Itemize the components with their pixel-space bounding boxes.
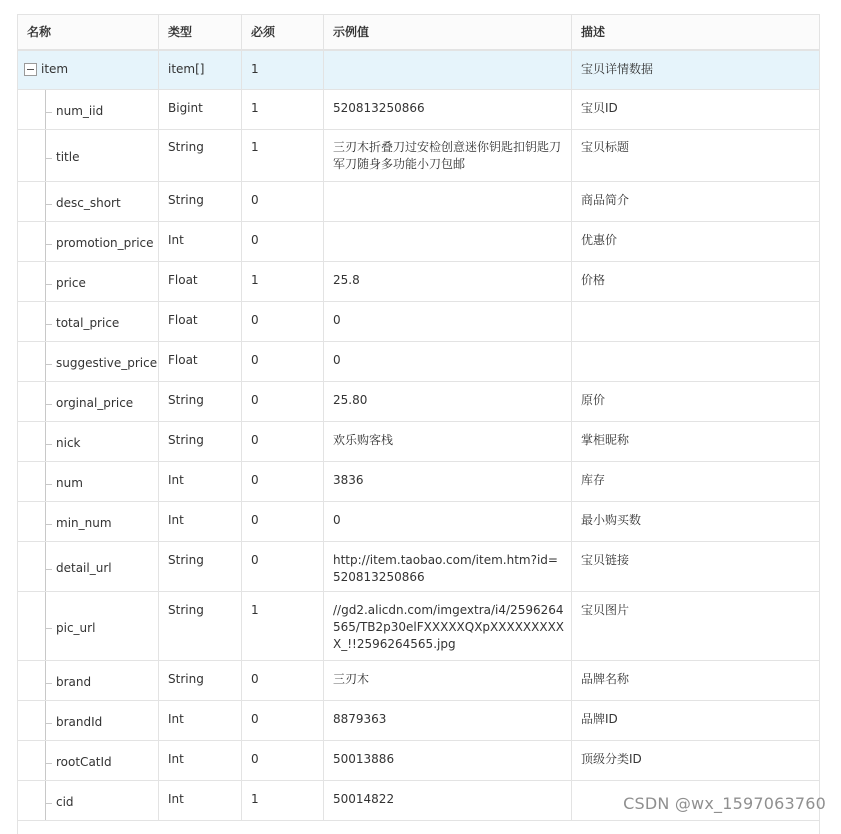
header-required: 必须: [242, 15, 324, 50]
cell-name: [18, 701, 159, 741]
cell-desc: 最小购买数: [572, 502, 821, 542]
cell-name: [18, 90, 159, 130]
cell-example: 三刃木: [324, 661, 572, 701]
table-row: [18, 130, 821, 182]
row-name-text: brand: [56, 675, 92, 689]
cell-desc: 顶级分类ID: [572, 741, 821, 781]
cell-name: [18, 302, 159, 342]
row-name-text: min_num: [56, 516, 112, 530]
cell-desc: [572, 342, 821, 382]
cell-required: 0: [242, 182, 324, 222]
cell-desc: [572, 302, 821, 342]
cell-type: Int: [159, 781, 242, 821]
row-name-text: price: [56, 276, 86, 290]
cell-desc: 价格: [572, 262, 821, 302]
header-name: 名称: [18, 15, 159, 50]
row-name-text: rootCatId: [56, 755, 112, 769]
cell-required: 0: [242, 741, 324, 781]
row-name-text: num: [56, 476, 83, 490]
table-row: [18, 222, 821, 262]
cell-example: 0: [324, 342, 572, 382]
cell-name: [18, 342, 159, 382]
cell-example: [324, 50, 572, 90]
cell-type: String: [159, 182, 242, 222]
cell-required: 1: [242, 50, 324, 90]
cell-type: item[]: [159, 50, 242, 90]
cell-example: 25.80: [324, 382, 572, 422]
cell-name: [18, 182, 159, 222]
cell-type: String: [159, 542, 242, 592]
cell-name: [18, 262, 159, 302]
cell-desc: 宝贝链接: [572, 542, 821, 592]
cell-name: [18, 222, 159, 262]
cell-example: 25.8: [324, 262, 572, 302]
row-name-text: orginal_price: [56, 396, 134, 410]
table-row: [18, 182, 821, 222]
row-name-text: suggestive_price: [56, 356, 158, 370]
cell-example: 欢乐购客栈: [324, 422, 572, 462]
table-row: [18, 302, 821, 342]
table-row: [18, 542, 821, 592]
cell-name: [18, 592, 159, 661]
cell-example: [324, 222, 572, 262]
row-name-text: total_price: [56, 316, 120, 330]
table-row: [18, 741, 821, 781]
cell-desc: 优惠价: [572, 222, 821, 262]
table-row: [18, 661, 821, 701]
cell-desc: 品牌ID: [572, 701, 821, 741]
cell-required: 0: [242, 502, 324, 542]
cell-type: String: [159, 592, 242, 661]
cell-type: Int: [159, 222, 242, 262]
cell-type: String: [159, 661, 242, 701]
cell-example: 0: [324, 302, 572, 342]
row-name-text: num_iid: [56, 104, 104, 118]
row-name-text: promotion_price: [56, 236, 154, 250]
table-header-row: [18, 15, 821, 50]
cell-example: 520813250866: [324, 90, 572, 130]
cell-name: [18, 741, 159, 781]
cell-example: 50013886: [324, 741, 572, 781]
cell-required: 1: [242, 130, 324, 182]
cell-required: 0: [242, 701, 324, 741]
table-row: [18, 342, 821, 382]
row-name-text: cid: [56, 795, 74, 809]
cell-type: String: [159, 422, 242, 462]
row-name-text: pic_url: [56, 620, 96, 635]
cell-required: 0: [242, 222, 324, 262]
cell-desc: 品牌名称: [572, 661, 821, 701]
cell-name: [18, 781, 159, 821]
table-row: [18, 502, 821, 542]
cell-required: 0: [242, 382, 324, 422]
cell-required: 0: [242, 302, 324, 342]
cell-required: 0: [242, 422, 324, 462]
cell-required: 1: [242, 262, 324, 302]
row-name-text: desc_short: [56, 196, 121, 210]
header-example: 示例值: [324, 15, 572, 50]
api-params-table-container: [17, 14, 820, 834]
header-type: 类型: [159, 15, 242, 50]
cell-type: String: [159, 382, 242, 422]
cell-name: [18, 50, 159, 90]
cell-required: 1: [242, 90, 324, 130]
cell-required: 1: [242, 781, 324, 821]
cell-type: Float: [159, 262, 242, 302]
table-row: [18, 90, 821, 130]
cell-desc: 商品简介: [572, 182, 821, 222]
cell-example: 8879363: [324, 701, 572, 741]
header-desc: 描述: [572, 15, 821, 50]
cell-example: //gd2.alicdn.com/imgextra/i4/2596264565/TB2p30elFXXXXXQXpXXXXXXXXXX_!!2596264565.jpg: [324, 592, 572, 661]
cell-name: [18, 382, 159, 422]
cell-example: 0: [324, 502, 572, 542]
cell-example: 50014822: [324, 781, 572, 821]
table-row: [18, 701, 821, 741]
table-row: [18, 422, 821, 462]
table-row: [18, 382, 821, 422]
cell-name: [18, 661, 159, 701]
api-params-table: [17, 14, 820, 821]
cell-type: Int: [159, 741, 242, 781]
cell-required: 1: [242, 592, 324, 661]
cell-type: Int: [159, 462, 242, 502]
cell-desc: 宝贝图片: [572, 592, 821, 661]
cell-required: 0: [242, 462, 324, 502]
row-name-text: nick: [56, 436, 81, 450]
cell-required: 0: [242, 342, 324, 382]
cell-example: [324, 182, 572, 222]
cell-type: Float: [159, 302, 242, 342]
cell-desc: 宝贝详情数据: [572, 50, 821, 90]
cell-type: Int: [159, 701, 242, 741]
cell-name: [18, 130, 159, 182]
cell-example: 三刃木折叠刀过安检创意迷你钥匙扣钥匙刀军刀随身多功能小刀包邮: [324, 130, 572, 182]
cell-required: 0: [242, 661, 324, 701]
table-row: [18, 462, 821, 502]
table-row: [18, 592, 821, 661]
cell-name: [18, 422, 159, 462]
cell-required: 0: [242, 542, 324, 592]
row-name-text: title: [56, 150, 80, 164]
cell-desc: 宝贝标题: [572, 130, 821, 182]
cell-desc: 原价: [572, 382, 821, 422]
cell-desc: 掌柜昵称: [572, 422, 821, 462]
csdn-watermark: CSDN @wx_1597063760: [623, 794, 826, 813]
cell-desc: 库存: [572, 462, 821, 502]
table-row: [18, 262, 821, 302]
cell-type: String: [159, 130, 242, 182]
table-row-item: [18, 50, 821, 90]
collapse-minus-icon[interactable]: [24, 63, 37, 76]
cell-type: Float: [159, 342, 242, 382]
cell-desc: 宝贝ID: [572, 90, 821, 130]
row-name-text: brandId: [56, 715, 103, 729]
cell-name: [18, 462, 159, 502]
cell-example: http://item.taobao.com/item.htm?id=520813250866: [324, 542, 572, 592]
row-name-text: detail_url: [56, 561, 112, 575]
cell-type: Bigint: [159, 90, 242, 130]
cell-name: [18, 502, 159, 542]
cell-example: 3836: [324, 462, 572, 502]
cell-type: Int: [159, 502, 242, 542]
cell-name: [18, 542, 159, 592]
row-name-text: item: [41, 62, 69, 77]
